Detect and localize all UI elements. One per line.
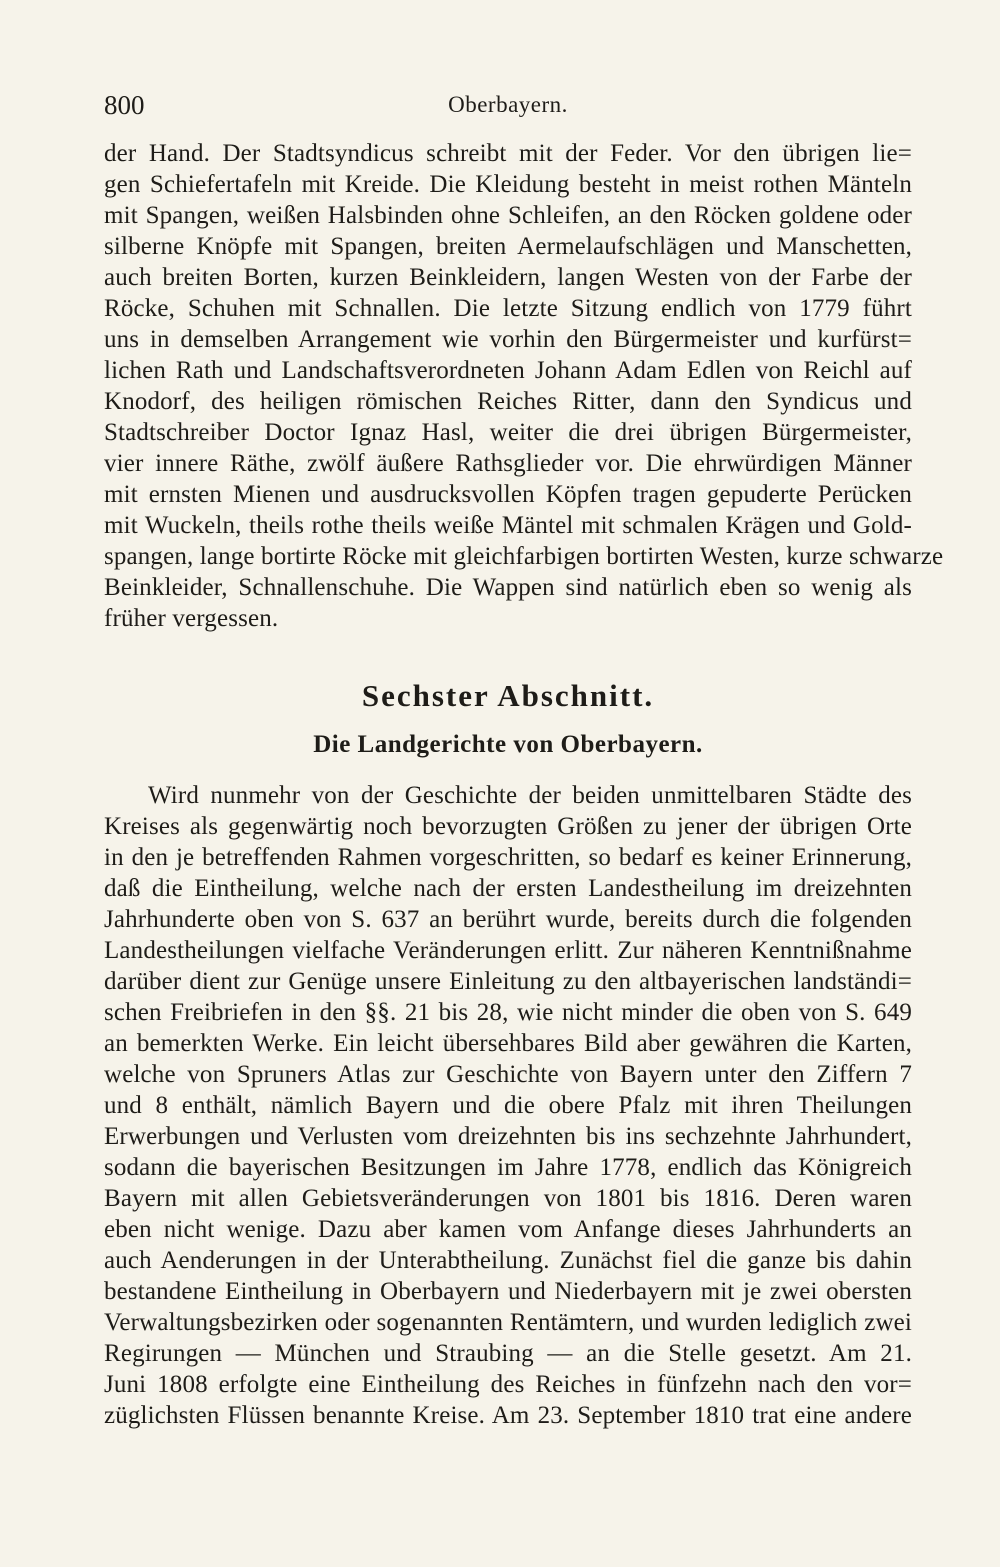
text-line: Juni 1808 erfolgte eine Eintheilung des Reiches in fünfzehn nach den vor=: [104, 1371, 912, 1398]
text-line: Stadtschreiber Doctor Ignaz Hasl, weiter die drei übrigen Bürgermeister,: [104, 419, 912, 446]
text-line: daß die Eintheilung, welche nach der ersten Landestheilung im dreizehnten: [104, 875, 912, 902]
text-line: Beinkleider, Schnallenschuhe. Die Wappen sind natürlich eben so wenig als: [104, 574, 912, 601]
text-line: in den je betreffenden Rahmen vorgeschritten, so bedarf es keiner Erinnerung,: [104, 844, 912, 871]
text-line: und 8 enthält, nämlich Bayern und die obere Pfalz mit ihren Theilungen: [104, 1092, 912, 1119]
text-line: sodann die bayerischen Besitzungen im Jahre 1778, endlich das Königreich: [104, 1154, 912, 1181]
text-line: Jahrhunderte oben von S. 637 an berührt wurde, bereits durch die folgenden: [104, 906, 912, 933]
text-line: früher vergessen.: [104, 605, 279, 632]
text-line: spangen, lange bortirte Röcke mit gleichfarbigen bortirten Westen, kurze schwarze: [104, 543, 944, 570]
paragraph-2: [104, 780, 912, 1431]
text-line: welche von Spruners Atlas zur Geschichte von Bayern unter den Ziffern 7: [104, 1061, 912, 1088]
text-line: an bemerkten Werke. Ein leicht übersehbares Bild aber gewähren die Karten,: [104, 1030, 912, 1057]
text-line: auch breiten Borten, kurzen Beinkleidern, langen Westen von der Farbe der: [104, 264, 912, 291]
text-line: Knodorf, des heiligen römischen Reiches Ritter, dann den Syndicus und: [104, 388, 912, 415]
text-line: mit ernsten Mienen und ausdrucksvollen Köpfen tragen gepuderte Perücken: [104, 481, 912, 508]
text-line: silberne Knöpfe mit Spangen, breiten Aermelaufschlägen und Manschetten,: [104, 233, 912, 260]
text-line: vier innere Räthe, zwölf äußere Rathsglieder vor. Die ehrwürdigen Männer: [104, 450, 912, 477]
text-line: der Hand. Der Stadtsyndicus schreibt mit der Feder. Vor den übrigen lie=: [104, 140, 912, 167]
text-line: Erwerbungen und Verlusten vom dreizehnten bis ins sechzehnte Jahrhundert,: [104, 1123, 912, 1150]
text-line: Kreises als gegenwärtig noch bevorzugten Größen zu jener der übrigen Orte: [104, 813, 912, 840]
text-line: uns in demselben Arrangement wie vorhin den Bürgermeister und kurfürst=: [104, 326, 912, 353]
section-subtitle: Die Landgerichte von Oberbayern.: [313, 731, 703, 758]
paragraph-1: [104, 138, 944, 634]
running-head: Oberbayern.: [448, 92, 568, 117]
book-page: [104, 86, 944, 1431]
text-line: züglichsten Flüssen benannte Kreise. Am 23. September 1810 trat eine andere: [104, 1402, 912, 1429]
text-line: Regirungen — München und Straubing — an die Stelle gesetzt. Am 21.: [104, 1340, 912, 1367]
text-line: schen Freibriefen in den §§. 21 bis 28, wie nicht minder die oben von S. 649: [104, 999, 912, 1026]
text-line: Wird nunmehr von der Geschichte der beiden unmittelbaren Städte des: [148, 782, 912, 809]
text-line: Bayern mit allen Gebietsveränderungen von 1801 bis 1816. Deren waren: [104, 1185, 912, 1212]
text-line: auch Aenderungen in der Unterabtheilung. Zunächst fiel die ganze bis dahin: [104, 1247, 912, 1274]
text-line: eben nicht wenige. Dazu aber kamen vom Anfange dieses Jahrhunderts an: [104, 1216, 912, 1243]
text-line: Röcke, Schuhen mit Schnallen. Die letzte Sitzung endlich von 1779 führt: [104, 295, 912, 322]
text-line: gen Schiefertafeln mit Kreide. Die Kleidung besteht in meist rothen Mänteln: [104, 171, 912, 198]
text-line: lichen Rath und Landschaftsverordneten Johann Adam Edlen von Reichl auf: [104, 357, 912, 384]
text-line: Landestheilungen vielfache Veränderungen erlitt. Zur näheren Kenntnißnahme: [104, 937, 912, 964]
text-line: darüber dient zur Genüge unsere Einleitung zu den altbayerischen landständi=: [104, 968, 912, 995]
section-title: Sechster Abschnitt.: [361, 678, 655, 713]
text-line: bestandene Eintheilung in Oberbayern und Niederbayern mit je zwei obersten: [104, 1278, 912, 1305]
page-header: [104, 86, 912, 130]
text-line: Verwaltungsbezirken oder sogenannten Rentämtern, und wurden lediglich zwei: [104, 1309, 912, 1336]
text-line: mit Spangen, weißen Halsbinden ohne Schleifen, an den Röcken goldene oder: [104, 202, 912, 229]
page-number: 800: [104, 90, 145, 120]
text-line: mit Wuckeln, theils rothe theils weiße Mäntel mit schmalen Krägen und Gold-: [104, 512, 912, 539]
